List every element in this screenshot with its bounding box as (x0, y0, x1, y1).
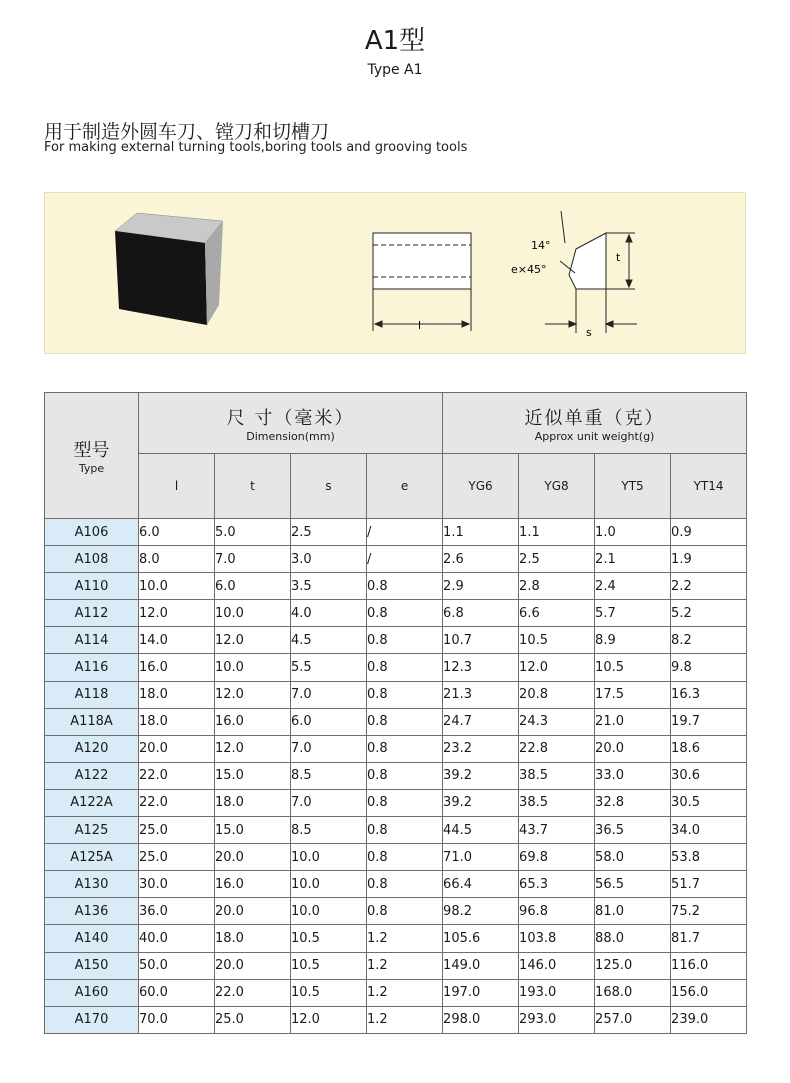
table-cell: 10.0 (215, 600, 291, 627)
table-cell: 10.0 (291, 898, 367, 925)
type-cell: A125A (45, 844, 139, 871)
table-cell: 0.8 (367, 654, 443, 681)
column-header: e (367, 454, 443, 519)
dimension-header-en: Dimension(mm) (246, 429, 335, 443)
table-cell: 20.0 (595, 735, 671, 762)
table-cell: 18.6 (671, 735, 747, 762)
type-cell: A130 (45, 871, 139, 898)
table-cell: 16.3 (671, 681, 747, 708)
table-cell: 1.2 (367, 979, 443, 1006)
angle-label: 14° (531, 239, 551, 252)
table-cell: 17.5 (595, 681, 671, 708)
table-cell: 69.8 (519, 844, 595, 871)
table-cell: 0.8 (367, 762, 443, 789)
table-cell: 8.2 (671, 627, 747, 654)
side-view-drawing (373, 233, 471, 331)
table-row (45, 735, 747, 762)
table-cell: 30.5 (671, 789, 747, 816)
type-cell: A125 (45, 817, 139, 844)
table-row (45, 1006, 747, 1033)
table-cell: 65.3 (519, 871, 595, 898)
table-cell: 10.5 (595, 654, 671, 681)
table-cell: 156.0 (671, 979, 747, 1006)
table-cell: 1.9 (671, 546, 747, 573)
table-cell: 257.0 (595, 1006, 671, 1033)
table-cell: 0.8 (367, 627, 443, 654)
table-row (45, 762, 747, 789)
table-cell: 0.8 (367, 844, 443, 871)
table-cell: 10.7 (443, 627, 519, 654)
table-cell: 24.3 (519, 708, 595, 735)
table-cell: 1.1 (519, 519, 595, 546)
weight-group-header (443, 393, 747, 454)
table-cell: 33.0 (595, 762, 671, 789)
table-cell: 5.5 (291, 654, 367, 681)
table-cell: 50.0 (139, 952, 215, 979)
table-cell: 5.0 (215, 519, 291, 546)
table-cell: 8.0 (139, 546, 215, 573)
table-cell: 10.0 (291, 871, 367, 898)
table-row (45, 925, 747, 952)
table-cell: 12.0 (139, 600, 215, 627)
table-cell: 10.5 (291, 925, 367, 952)
table-cell: 6.6 (519, 600, 595, 627)
table-cell: 96.8 (519, 898, 595, 925)
table-cell: 0.8 (367, 708, 443, 735)
table-cell: 149.0 (443, 952, 519, 979)
column-header-row (45, 454, 747, 519)
type-cell: A118 (45, 681, 139, 708)
table-cell: 60.0 (139, 979, 215, 1006)
table-cell: 25.0 (139, 817, 215, 844)
table-cell: 5.2 (671, 600, 747, 627)
table-cell: 20.0 (215, 844, 291, 871)
column-header: YT14 (671, 454, 747, 519)
table-cell: / (367, 546, 443, 573)
table-cell: 2.8 (519, 573, 595, 600)
table-cell: 239.0 (671, 1006, 747, 1033)
type-cell: A106 (45, 519, 139, 546)
table-row (45, 519, 747, 546)
table-cell: 39.2 (443, 789, 519, 816)
table-cell: 2.1 (595, 546, 671, 573)
table-cell: 4.0 (291, 600, 367, 627)
table-cell: 193.0 (519, 979, 595, 1006)
table-cell: 21.3 (443, 681, 519, 708)
table-cell: 44.5 (443, 817, 519, 844)
weight-header-en: Approx unit weight(g) (534, 429, 655, 443)
table-cell: 18.0 (215, 925, 291, 952)
table-cell: 15.0 (215, 762, 291, 789)
table-cell: 98.2 (443, 898, 519, 925)
type-header-cn: 型号 (73, 440, 110, 461)
table-cell: 36.0 (139, 898, 215, 925)
weight-header-cn: 近似单重（克） (524, 407, 665, 429)
table-cell: 15.0 (215, 817, 291, 844)
table-cell: 12.3 (443, 654, 519, 681)
page-subtitle: Type A1 (367, 62, 423, 78)
column-header: t (215, 454, 291, 519)
table-cell: 10.5 (291, 979, 367, 1006)
table-cell: 7.0 (291, 681, 367, 708)
table-row (45, 789, 747, 816)
type-cell: A112 (45, 600, 139, 627)
table-cell: 10.0 (139, 573, 215, 600)
table-cell: 30.0 (139, 871, 215, 898)
table-cell: 197.0 (443, 979, 519, 1006)
table-cell: 16.0 (215, 871, 291, 898)
table-cell: 10.5 (519, 627, 595, 654)
table-cell: 298.0 (443, 1006, 519, 1033)
column-header: YG8 (519, 454, 595, 519)
table-cell: 2.5 (519, 546, 595, 573)
table-row (45, 979, 747, 1006)
table-cell: 0.8 (367, 817, 443, 844)
type-cell: A114 (45, 627, 139, 654)
table-cell: 39.2 (443, 762, 519, 789)
table-cell: 38.5 (519, 789, 595, 816)
table-row (45, 871, 747, 898)
table-cell: 4.5 (291, 627, 367, 654)
table-cell: 2.5 (291, 519, 367, 546)
table-cell: 71.0 (443, 844, 519, 871)
table-cell: 81.0 (595, 898, 671, 925)
column-header: YT5 (595, 454, 671, 519)
table-row (45, 654, 747, 681)
table-cell: 10.0 (291, 844, 367, 871)
table-cell: 18.0 (139, 708, 215, 735)
table-cell: 1.2 (367, 925, 443, 952)
table-row (45, 681, 747, 708)
table-row (45, 952, 747, 979)
table-cell: 8.9 (595, 627, 671, 654)
table-cell: 7.0 (291, 735, 367, 762)
type-cell: A120 (45, 735, 139, 762)
table-cell: 6.8 (443, 600, 519, 627)
type-cell: A122 (45, 762, 139, 789)
type-cell: A140 (45, 925, 139, 952)
table-cell: 20.0 (215, 898, 291, 925)
table-cell: 12.0 (291, 1006, 367, 1033)
table-cell: 10.5 (291, 952, 367, 979)
table-row (45, 573, 747, 600)
chamfer-label: e×45° (511, 263, 547, 276)
table-cell: 12.0 (215, 627, 291, 654)
table-cell: 70.0 (139, 1006, 215, 1033)
table-cell: 14.0 (139, 627, 215, 654)
column-header: YG6 (443, 454, 519, 519)
table-cell: 1.1 (443, 519, 519, 546)
type-cell: A118A (45, 708, 139, 735)
table-cell: 7.0 (215, 546, 291, 573)
table-row (45, 844, 747, 871)
type-header-en: Type (78, 462, 105, 475)
table-cell: 103.8 (519, 925, 595, 952)
table-cell: 22.8 (519, 735, 595, 762)
table-cell: 21.0 (595, 708, 671, 735)
table-cell: 1.2 (367, 952, 443, 979)
table-cell: 125.0 (595, 952, 671, 979)
table-cell: 0.8 (367, 898, 443, 925)
usage-heading-cn: 用于制造外圆车刀、镗刀和切槽刀 (44, 121, 330, 143)
table-cell: 1.2 (367, 1006, 443, 1033)
spec-table (44, 392, 747, 1034)
type-cell: A150 (45, 952, 139, 979)
table-cell: 18.0 (215, 789, 291, 816)
figure-panel (44, 192, 746, 354)
table-cell: 9.8 (671, 654, 747, 681)
type-column-header (45, 393, 139, 519)
table-cell: 293.0 (519, 1006, 595, 1033)
table-cell: 43.7 (519, 817, 595, 844)
table-cell: 0.8 (367, 735, 443, 762)
column-header: s (291, 454, 367, 519)
table-cell: 168.0 (595, 979, 671, 1006)
table-cell: 75.2 (671, 898, 747, 925)
table-cell: 10.0 (215, 654, 291, 681)
table-row (45, 627, 747, 654)
table-cell: 0.8 (367, 789, 443, 816)
table-cell: 25.0 (215, 1006, 291, 1033)
type-cell: A108 (45, 546, 139, 573)
insert-drawings (45, 193, 747, 355)
type-cell: A170 (45, 1006, 139, 1033)
table-cell: 12.0 (215, 735, 291, 762)
dim-label-s: s (586, 326, 592, 339)
table-cell: 2.4 (595, 573, 671, 600)
table-row (45, 817, 747, 844)
table-cell: 3.0 (291, 546, 367, 573)
table-cell: 51.7 (671, 871, 747, 898)
table-cell: 56.5 (595, 871, 671, 898)
table-cell: 25.0 (139, 844, 215, 871)
table-cell: 0.8 (367, 871, 443, 898)
table-cell: 20.0 (215, 952, 291, 979)
table-cell: 8.5 (291, 817, 367, 844)
table-cell: 7.0 (291, 789, 367, 816)
table-cell: 22.0 (139, 762, 215, 789)
table-cell: 1.0 (595, 519, 671, 546)
table-cell: 36.5 (595, 817, 671, 844)
table-cell: 2.9 (443, 573, 519, 600)
table-cell: 34.0 (671, 817, 747, 844)
table-cell: 88.0 (595, 925, 671, 952)
table-cell: 16.0 (215, 708, 291, 735)
table-cell: 8.5 (291, 762, 367, 789)
table-cell: 32.8 (595, 789, 671, 816)
table-row (45, 546, 747, 573)
dimension-group-header (139, 393, 443, 454)
table-cell: 0.8 (367, 573, 443, 600)
table-cell: 2.2 (671, 573, 747, 600)
table-cell: 24.7 (443, 708, 519, 735)
table-cell: 22.0 (215, 979, 291, 1006)
table-cell: 2.6 (443, 546, 519, 573)
table-cell: 20.8 (519, 681, 595, 708)
table-cell: 22.0 (139, 789, 215, 816)
table-cell: 105.6 (443, 925, 519, 952)
table-cell: 58.0 (595, 844, 671, 871)
table-cell: 53.8 (671, 844, 747, 871)
table-cell: 6.0 (291, 708, 367, 735)
dim-label-t: t (616, 251, 621, 264)
table-cell: 0.9 (671, 519, 747, 546)
table-cell: 81.7 (671, 925, 747, 952)
table-cell: 5.7 (595, 600, 671, 627)
table-row (45, 600, 747, 627)
table-cell: 20.0 (139, 735, 215, 762)
usage-heading-en: For making external turning tools,boring tools and grooving tools (44, 140, 468, 155)
table-cell: 116.0 (671, 952, 747, 979)
table-cell: 16.0 (139, 654, 215, 681)
table-cell: 18.0 (139, 681, 215, 708)
type-cell: A136 (45, 898, 139, 925)
table-cell: 0.8 (367, 600, 443, 627)
dimension-header-cn: 尺 寸（毫米） (226, 407, 355, 429)
table-cell: 6.0 (139, 519, 215, 546)
table-cell: 40.0 (139, 925, 215, 952)
insert-3d-block (115, 213, 223, 325)
table-cell: 12.0 (215, 681, 291, 708)
column-header: l (139, 454, 215, 519)
table-cell: 38.5 (519, 762, 595, 789)
table-row (45, 898, 747, 925)
table-cell: 0.8 (367, 681, 443, 708)
profile-drawing (545, 211, 637, 333)
type-cell: A160 (45, 979, 139, 1006)
table-cell: 19.7 (671, 708, 747, 735)
page-title: A1型 (364, 26, 426, 56)
table-cell: 12.0 (519, 654, 595, 681)
table-row (45, 708, 747, 735)
type-cell: A122A (45, 789, 139, 816)
table-cell: 3.5 (291, 573, 367, 600)
type-cell: A110 (45, 573, 139, 600)
table-cell: 23.2 (443, 735, 519, 762)
table-cell: / (367, 519, 443, 546)
table-cell: 66.4 (443, 871, 519, 898)
table-cell: 146.0 (519, 952, 595, 979)
table-body (45, 519, 747, 1034)
table-cell: 6.0 (215, 573, 291, 600)
type-cell: A116 (45, 654, 139, 681)
dim-label-l: l (418, 319, 422, 332)
table-cell: 30.6 (671, 762, 747, 789)
